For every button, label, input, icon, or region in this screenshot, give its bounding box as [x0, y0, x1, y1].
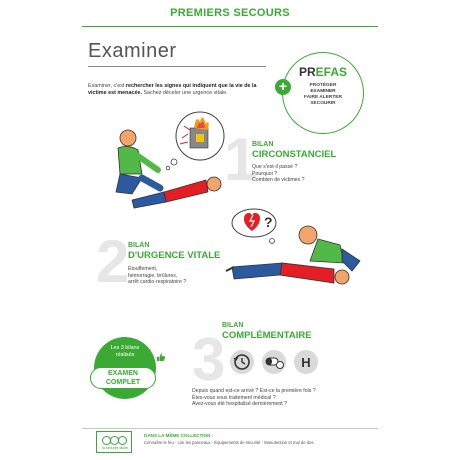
thought-bubble-heart-icon: [232, 209, 276, 244]
prefas-step: SECOURIR: [310, 101, 336, 106]
scene-2-illustration: [222, 205, 372, 310]
prefas-step: EXAMINER: [310, 89, 336, 94]
hospital-icon: [294, 350, 318, 374]
section-title: D'URGENCE VITALE: [128, 250, 221, 261]
section-number: 1: [224, 126, 258, 193]
prefas-steps: [283, 83, 363, 107]
helper-figure: [299, 226, 360, 271]
footer-rule: [82, 428, 378, 429]
intro-bold: rechercher les signes qui indiquent que la vie de la victime est menacée.: [88, 83, 257, 96]
complete-label: EXAMEN COMPLET: [90, 367, 156, 389]
question-mark: ?: [264, 214, 273, 230]
section-kicker: BILAN: [128, 242, 150, 249]
header-rule: [82, 26, 378, 27]
section-kicker: BILAN: [222, 322, 244, 329]
section-text: Depuis quand est-ce arrivé ? Est-ce la première fois ? Êtes-vous sous traitement médical ? Avez-vous été hospitalisé dernièrement ?: [192, 388, 316, 407]
medication-pill-icon: [262, 350, 286, 374]
section-kicker: BILAN: [252, 141, 274, 148]
intro-part-2: Sachez déceler une urgence vitale.: [141, 90, 228, 96]
victim-figure: [226, 263, 349, 284]
thought-bubble-fire-icon: [166, 112, 224, 170]
collection-title: DANS LA MÊME COLLECTION :: [144, 433, 214, 438]
scene-1-illustration: [102, 108, 242, 218]
brand-logo-text: la sécurité facile: [102, 446, 128, 450]
collection-items: Connaître le feu · Lire les panneaux · Équipements de sécurité · Manutention et mal de dos: [144, 440, 314, 445]
thumbs-up-icon: [156, 352, 166, 364]
prefas-step: PROTÉGER: [309, 83, 337, 88]
intro-text: [88, 83, 270, 97]
section-title: CIRCONSTANCIEL: [252, 149, 337, 160]
brand-logo: [96, 431, 132, 453]
section-number: 2: [96, 228, 130, 295]
prefas-badge: [278, 52, 364, 134]
poster: [82, 0, 378, 460]
section-number: 3: [192, 326, 226, 393]
page-title: Examiner: [88, 40, 177, 62]
hospital-letter: H: [301, 355, 311, 370]
section-title: COMPLÉMENTAIRE: [222, 330, 312, 341]
title-rule: [88, 66, 266, 67]
prefas-step: FAIRE ALERTER: [304, 95, 342, 100]
plus-icon: +: [275, 79, 291, 95]
complete-exam-badge: [94, 337, 156, 399]
section-text: Étouffement, hémorragie, brûlures, arrêt cardio-respiratoire ?: [128, 266, 187, 285]
section-text: Que s'est-il passé ? Pourquoi ? Combien de victimes ?: [252, 164, 305, 183]
header-title: PREMIERS SECOURS: [170, 7, 290, 19]
complete-caption: Les 3 bilans réalisés: [110, 345, 140, 358]
helper-figure: [116, 130, 160, 194]
history-clock-icon: [230, 350, 254, 374]
intro-part-1: Examiner, c'est: [88, 83, 126, 89]
prefas-logo: PREFAS: [298, 65, 347, 79]
